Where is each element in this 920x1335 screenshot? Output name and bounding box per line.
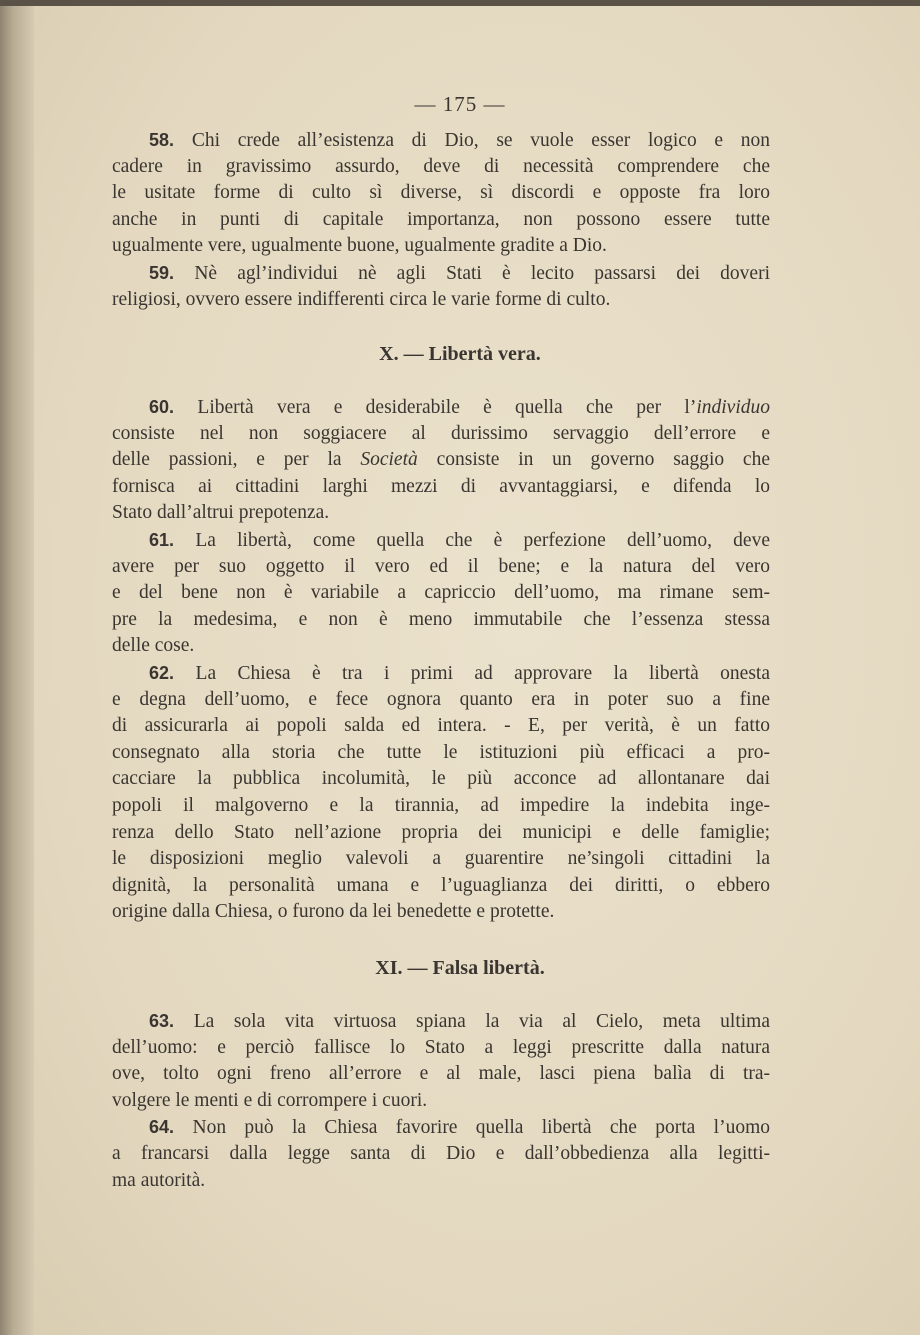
- text-line: [112, 1088, 770, 1115]
- text-line: [112, 580, 770, 607]
- paragraph-number: 58.: [149, 130, 192, 150]
- text: pre la medesima, e non è meno immutabile che l’essenza stessa: [112, 608, 770, 630]
- text-line: [112, 713, 770, 740]
- paragraph-number: 59.: [149, 262, 195, 283]
- text: ove, tolto ogni freno all’errore e al male, lasci piena balìa di tra-: [112, 1063, 770, 1085]
- text: fornisca ai cittadini larghi mezzi di avvantaggiarsi, e difenda lo: [112, 475, 770, 497]
- text: ugualmente vere, ugualmente buone, ugualmente gradite a Dio.: [112, 235, 607, 257]
- text-line: [112, 846, 770, 873]
- text-line: [112, 1061, 770, 1088]
- text: e del bene non è variabile a capriccio dell’uomo, ma rimane sem-: [112, 582, 770, 604]
- text: di assicurarla ai popoli salda ed intera. - E, per verità, è un fatto: [112, 715, 770, 737]
- text-line: [112, 899, 770, 926]
- text: renza dello Stato nell’azione propria dei municipi e delle famiglie;: [112, 821, 770, 843]
- text: volgere le menti e di corrompere i cuori.: [112, 1089, 428, 1111]
- text-line: [112, 233, 770, 260]
- text: dell’uomo: e perciò fallisce lo Stato a leggi prescritte dalla natura: [112, 1036, 770, 1058]
- text: anche in punti di capitale importanza, non possono essere tutte: [112, 208, 770, 230]
- text-line: [112, 766, 770, 793]
- text-line: [112, 1008, 770, 1035]
- text: delle cose.: [112, 635, 195, 657]
- text-line: [112, 260, 770, 287]
- text: Chi crede all’esistenza di Dio, se vuole esser logico e non: [191, 130, 770, 151]
- text-line: [112, 500, 770, 527]
- paragraph-number: 64.: [149, 1117, 193, 1138]
- text-line: [112, 127, 770, 154]
- text: La libertà, come quella che è perfezione dell’uomo, deve: [195, 529, 770, 551]
- text: consegnato alla storia che tutte le istituzioni più efficaci a pro-: [112, 741, 770, 763]
- text-line: [112, 660, 770, 687]
- text: Non può la Chiesa favorire quella libertà che porta l’uomo: [192, 1117, 770, 1139]
- paragraph-64: [112, 1114, 770, 1194]
- italic-text: Società: [360, 449, 418, 471]
- text-line: [112, 474, 770, 501]
- text: La sola vita virtuosa spiana la via al Cielo, meta ultima: [193, 1011, 770, 1032]
- text-line: [112, 1168, 770, 1195]
- block-2: [112, 394, 770, 926]
- text: a francarsi dalla legge santa di Dio e dall’obbedienza alla legitti-: [112, 1142, 770, 1164]
- text-line: [112, 687, 770, 714]
- text: Stato dall’altrui prepotenza.: [112, 502, 330, 524]
- text-line: [112, 607, 770, 634]
- text: ma autorità.: [112, 1169, 206, 1191]
- text-line: [112, 447, 770, 474]
- paragraph-number: 62.: [149, 662, 196, 683]
- text: consiste nel non soggiacere al durissimo servaggio dell’errore e: [112, 422, 770, 444]
- text-line: [112, 527, 770, 554]
- text-line: [112, 820, 770, 847]
- paragraph-62: [112, 660, 770, 926]
- paragraph-number: 60.: [149, 397, 198, 417]
- section-heading-x: X. — Libertà vera.: [379, 343, 541, 365]
- text: delle passioni, e per la: [112, 449, 361, 471]
- text: le disposizioni meglio valevoli a guarentire ne’singoli cittadini la: [112, 848, 770, 870]
- text-line: [112, 554, 770, 581]
- text: dignità, la personalità umana e l’uguaglianza dei diritti, o ebbero: [112, 874, 770, 896]
- text-line: [112, 207, 770, 234]
- text-line: [112, 793, 770, 820]
- block-1: [112, 127, 770, 313]
- text: La Chiesa è tra i primi ad approvare la libertà onesta: [195, 662, 770, 684]
- block-3: [112, 1008, 770, 1194]
- book-binding: [0, 0, 34, 1335]
- text: Nè agl’individui nè agli Stati è lecito passarsi dei doveri: [194, 262, 770, 284]
- text-line: [112, 873, 770, 900]
- text-line: [112, 394, 770, 421]
- paragraph-number: 61.: [149, 529, 196, 550]
- text-line: [112, 287, 770, 314]
- paragraph-59: [112, 260, 770, 313]
- text: Libertà vera e desiderabile è quella che per l’: [197, 397, 697, 418]
- text: origine dalla Chiesa, o furono da lei benedette e protette.: [112, 901, 555, 923]
- text-line: [112, 740, 770, 767]
- text: le usitate forme di culto sì diverse, sì discordi e opposte fra loro: [112, 182, 770, 204]
- text: religiosi, ovvero essere indifferenti circa le varie forme di culto.: [112, 288, 611, 310]
- text: avere per suo oggetto il vero ed il bene; e la natura del vero: [112, 555, 770, 577]
- text-line: [112, 633, 770, 660]
- paragraph-61: [112, 527, 770, 660]
- text-line: [112, 1035, 770, 1062]
- italic-text: individuo: [696, 397, 770, 418]
- text: cadere in gravissimo assurdo, deve di necessità comprendere che: [112, 155, 770, 177]
- text-line: [112, 1114, 770, 1141]
- text-line: [112, 421, 770, 448]
- page-number: — 175 —: [414, 92, 506, 116]
- text: e degna dell’uomo, e fece ognora quanto era in poter suo a fine: [112, 688, 770, 710]
- paragraph-60: [112, 394, 770, 527]
- paragraph-63: [112, 1008, 770, 1114]
- text-line: [112, 1141, 770, 1168]
- text-line: [112, 154, 770, 181]
- text: consiste in un governo saggio che: [417, 449, 770, 471]
- text: popoli il malgoverno e la tirannia, ad impedire la indebita inge-: [112, 794, 770, 816]
- text-line: [112, 180, 770, 207]
- paragraph-58: [112, 127, 770, 260]
- paragraph-number: 63.: [149, 1011, 194, 1031]
- section-heading-xi: XI. — Falsa libertà.: [375, 957, 545, 979]
- text: cacciare la pubblica incolumità, le più acconce ad allontanare dai: [112, 768, 770, 790]
